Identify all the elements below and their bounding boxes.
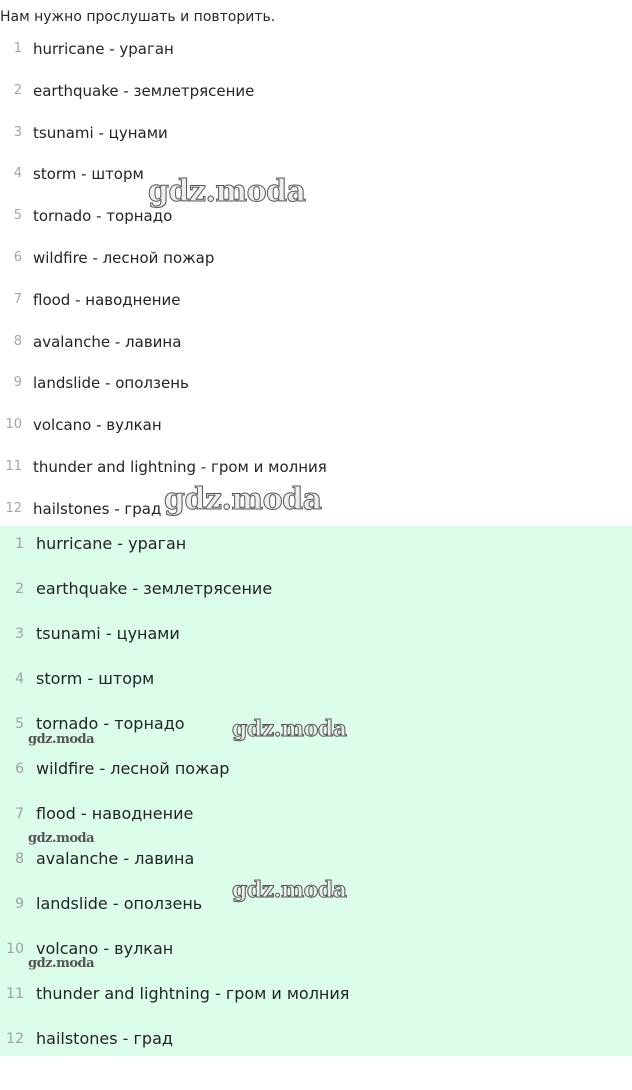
line-number: 12 — [5, 500, 22, 516]
vocabulary-entry: tsunami - цунами — [36, 624, 180, 643]
vocabulary-entry: volcano - вулкан — [36, 939, 174, 958]
line-number: 8 — [13, 333, 22, 349]
list-item — [0, 489, 632, 531]
list-item — [0, 661, 632, 706]
line-number: 5 — [15, 716, 24, 732]
vocabulary-entry: hailstones - град — [36, 1029, 173, 1048]
list-item — [0, 796, 632, 841]
vocabulary-entry: earthquake - землетрясение — [33, 81, 255, 100]
line-number: 10 — [6, 941, 24, 957]
vocabulary-entry: avalanche - лавина — [33, 332, 182, 351]
list-item — [0, 931, 632, 976]
line-number: 3 — [15, 626, 24, 642]
list-item — [0, 29, 632, 71]
list-item — [0, 526, 632, 571]
line-number: 7 — [13, 291, 22, 307]
line-number: 7 — [15, 806, 24, 822]
line-number: 9 — [13, 375, 22, 391]
line-number: 6 — [13, 249, 22, 265]
vocabulary-entry: hurricane - ураган — [33, 40, 174, 58]
list-item — [0, 1021, 632, 1066]
list-item — [0, 706, 632, 751]
line-number: 9 — [15, 896, 24, 912]
line-number: 8 — [15, 851, 24, 867]
line-number: 12 — [6, 1031, 24, 1047]
vocabulary-entry: earthquake - землетрясение — [36, 579, 273, 598]
vocabulary-entry: wildfire - лесной пожар — [36, 759, 230, 778]
watermark: gdz.moda — [28, 732, 95, 747]
vocabulary-entry: landslide - оползень — [36, 894, 203, 913]
list-item — [0, 154, 632, 196]
list-item — [0, 196, 632, 238]
line-number: 11 — [6, 986, 24, 1002]
watermark: gdz.moda — [164, 482, 322, 517]
list-item — [0, 322, 632, 364]
list-item — [0, 405, 632, 447]
list-item — [0, 751, 632, 796]
list-item — [0, 841, 632, 886]
vocabulary-entry: hailstones - град — [33, 499, 162, 518]
vocabulary-entry: thunder and lightning - гром и молния — [33, 457, 327, 476]
line-number: 3 — [13, 124, 22, 140]
list-item — [0, 886, 632, 931]
watermark: gdz.moda — [232, 877, 347, 903]
list-item — [0, 363, 632, 405]
watermark: gdz.moda — [232, 716, 347, 742]
list-item — [0, 447, 632, 489]
task-instruction: Нам нужно прослушать и повторить. — [0, 9, 276, 25]
line-number: 6 — [15, 761, 24, 777]
vocabulary-entry: tsunami - цунами — [33, 123, 168, 142]
line-number: 1 — [15, 536, 24, 552]
vocabulary-entry: thunder and lightning - гром и молния — [36, 984, 350, 1003]
vocabulary-entry: storm - шторм — [33, 165, 144, 184]
line-number: 10 — [5, 417, 22, 433]
watermark: gdz.moda — [148, 174, 306, 209]
list-item — [0, 238, 632, 280]
vocabulary-entry: avalanche - лавина — [36, 849, 195, 868]
line-number: 2 — [15, 581, 24, 597]
list-item — [0, 616, 632, 661]
answer-panel — [0, 526, 632, 1056]
vocabulary-entry: flood - наводнение — [33, 290, 181, 309]
vocabulary-entry: tornado - торнадо — [36, 714, 185, 733]
list-item — [0, 571, 632, 616]
line-number: 4 — [15, 671, 24, 687]
line-number: 4 — [13, 166, 22, 182]
vocabulary-list — [0, 29, 632, 531]
watermark: gdz.moda — [28, 956, 95, 971]
vocabulary-entry: hurricane - ураган — [36, 534, 187, 553]
list-item — [0, 280, 632, 322]
vocabulary-entry: tornado - торнадо — [33, 207, 173, 226]
line-number: 2 — [13, 82, 22, 98]
vocabulary-entry: volcano - вулкан — [33, 416, 162, 435]
list-item — [0, 113, 632, 155]
watermark: gdz.moda — [28, 831, 95, 846]
line-number: 1 — [13, 41, 22, 56]
vocabulary-entry: flood - наводнение — [36, 804, 194, 823]
list-item — [0, 976, 632, 1021]
list-item — [0, 71, 632, 113]
vocabulary-entry: wildfire - лесной пожар — [33, 248, 215, 267]
line-number: 11 — [5, 458, 22, 474]
line-number: 5 — [13, 208, 22, 224]
vocabulary-entry: landslide - оползень — [33, 374, 189, 393]
vocabulary-entry: storm - шторм — [36, 669, 155, 688]
